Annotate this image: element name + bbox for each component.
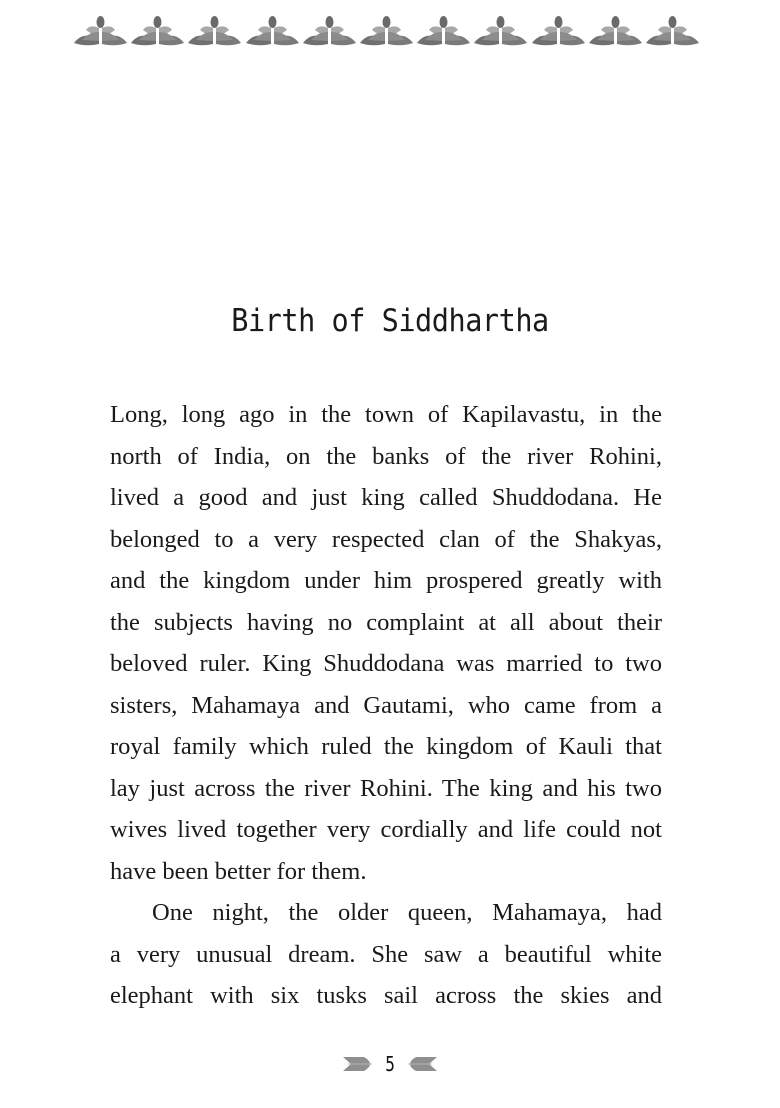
text-line: north of India, on the banks of the river Rohini, xyxy=(110,442,662,470)
leaf-ornament-right-icon xyxy=(402,1054,438,1074)
lotus-ornament-icon xyxy=(472,10,529,50)
lotus-ornament-icon xyxy=(301,10,358,50)
text-line: royal family which ruled the kingdom of Kauli that xyxy=(110,733,662,760)
page-footer xyxy=(0,1052,780,1076)
text-line: a very unusual dream. She saw a beautiful white xyxy=(110,940,662,968)
text-line: sisters, Mahamaya and Gautami, who came from a xyxy=(110,691,662,719)
text-line: have been better for them. xyxy=(110,857,367,885)
text-line: elephant with six tusks sail across the skies and xyxy=(110,982,662,1009)
lotus-border xyxy=(72,10,712,50)
text-line: and the kingdom under him prospered greatly with xyxy=(110,567,662,594)
text-line: lived a good and just king called Shuddodana. He xyxy=(110,484,662,511)
page-number: 5 xyxy=(385,1052,395,1076)
lotus-ornament-icon xyxy=(587,10,644,50)
lotus-ornament-icon xyxy=(72,10,129,50)
text-line: the subjects having no complaint at all about their xyxy=(110,608,662,636)
chapter-title: Birth of Siddhartha xyxy=(231,303,549,339)
text-line: lay just across the river Rohini. The king and his two xyxy=(110,774,662,802)
text-line: wives lived together very cordially and life could not xyxy=(110,816,662,843)
paragraph xyxy=(110,892,662,1017)
lotus-ornament-icon xyxy=(244,10,301,50)
leaf-ornament-left-icon xyxy=(342,1054,378,1074)
lotus-ornament-icon xyxy=(644,10,701,50)
chapter-body xyxy=(110,394,662,1017)
text-line: Long, long ago in the town of Kapilavastu, in the xyxy=(110,401,662,428)
lotus-ornament-icon xyxy=(186,10,243,50)
paragraph xyxy=(110,394,662,892)
lotus-ornament-icon xyxy=(358,10,415,50)
text-line: belonged to a very respected clan of the Shakyas, xyxy=(110,525,662,553)
lotus-ornament-icon xyxy=(415,10,472,50)
text-line: One night, the older queen, Mahamaya, had xyxy=(152,899,662,926)
text-line: beloved ruler. King Shuddodana was married to two xyxy=(110,650,662,677)
lotus-ornament-icon xyxy=(129,10,186,50)
lotus-ornament-icon xyxy=(530,10,587,50)
